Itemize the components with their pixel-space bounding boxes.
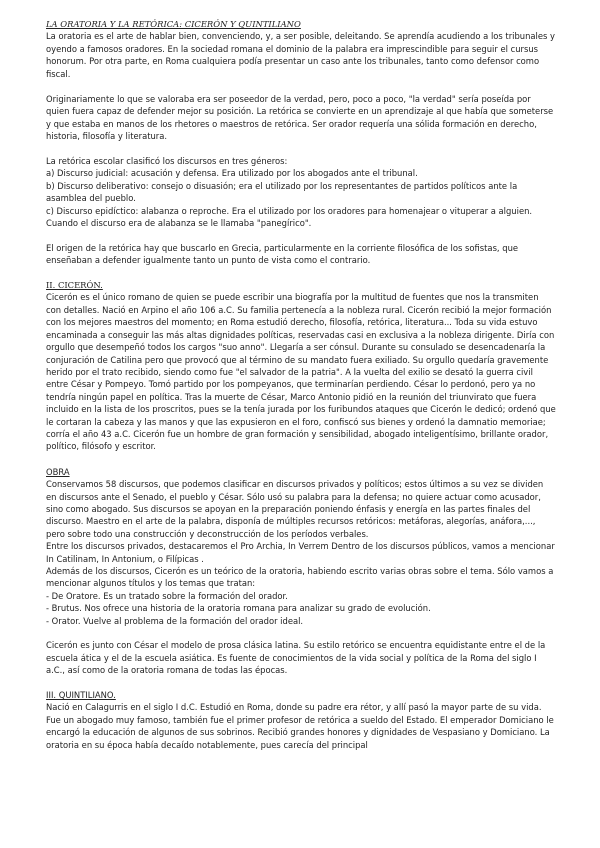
paragraph-greek-origin: El origen de la retórica hay que buscarlo en Grecia, particularmente en la corriente filosófica de los sofistas, que enseñaban a defender igualmente tanto un punto de vista como el contrario. (46, 242, 519, 266)
heading-obra: OBRA (46, 466, 70, 477)
list-item-orator: - Orator. Vuelve al problema de la formación del orador ideal. (46, 615, 304, 626)
genre-epideictic: c) Discurso epidíctico: alabanza o reproche. Era el utilizado por los oradores para homenajear o vituperar a alguien. Cuando el discurso era de alabanza se le llamaba "panegírico". (46, 205, 533, 229)
document-title: LA ORATORIA Y LA RETÓRICA: CICERÓN Y QUINTILIANO (46, 19, 301, 29)
genres-intro: La retórica escolar clasificó los discursos en tres géneros: (46, 156, 288, 167)
heading-cicero: II. CICERÓN. (46, 280, 103, 291)
paragraph-cicero-bio: Cicerón es el único romano de quien se puede escribir una biografía por la multitud de fuentes que nos la transmiten con detalles. Nació en Arpino el año 106 a.C. Su familia pertenecía a la nobleza rural. Cicerón recibió la mejor formación con los mejores maestros del momento; en Roma estudió derecho, filosofía, retórica, literatura... Toda su vida estuvo encaminada a conseguir las más altas dignidades políticas, reservadas casi en exclusiva a la nobleza dirigente. Diría con orgullo que desempeñó todos los cargos "suo anno". Llegaría a ser cónsul. Durante su consulado se desencadenaría la conjuración de Catilina pero que provocó que al término de su mandato fuera exiliado. Su orgullo quedaría gravemente herido por el trato recibido, siendo como fue "el salvador de la patria". A la vuelta del exilio se desató la guerra civil entre César y Pompeyo. Tomó partido por los pompeyanos, que terminarían perdiendo. César lo perdonó, pero ya no tendría ningún papel en política. Tras la muerte de César, Marco Antonio pidió en la reunión del triunvirato que fuera incluido en la lista de los proscritos, pues se la tenía jurada por los furibundos ataques que Cicerón le dedicó; ordenó que le cortaran la cabeza y las manos y que las expusieron en el foro, confiscó sus bienes y ordenó la damnatio memoriae; corría el año 43 a.C. Cicerón fue un hombre de gran formación y sensibilidad, abogado inteligentísimo, brillante orador, político, filósofo y escritor. (46, 292, 556, 452)
document-page (46, 18, 556, 751)
paragraph-definition: La oratoria es el arte de hablar bien, convenciendo, y, a ser posible, deleitando. Se aprendía acudiendo a los tribunales y oyendo a famosos oradores. En la sociedad romana el dominio de la palabra era imprescindible para seguir el cursus honorum. Por otra parte, en Roma cualquiera podía presentar un caso ante los tribunales, tanto como defensor como fiscal. (46, 31, 556, 79)
genre-deliberative: b) Discurso deliberativo: consejo o disuasión; era el utilizado por los representantes de partidos políticos ante la asamblea del pueblo. (46, 180, 518, 204)
list-item-de-oratore: - De Oratore. Es un tratado sobre la formación del orador. (46, 590, 288, 601)
heading-quintilian: III. QUINTILIANO. (46, 690, 116, 701)
list-item-brutus: - Brutus. Nos ofrece una historia de la oratoria romana para analizar su grado de evolución. (46, 603, 431, 614)
paragraph-cicero-closing: Cicerón es junto con César el modelo de prosa clásica latina. Su estilo retórico se encuentra equidistante entre el de la escuela ática y el de la escuela asiática. Es fuente de conocimientos de la vida social y política de la Roma del siglo I a.C., así como de la oratoria romana de todas las épocas. (46, 640, 546, 676)
paragraph-origin-truth: Originariamente lo que se valoraba era ser poseedor de la verdad, pero, poco a poco, "la verdad" sería poseída por quien fuera capaz de defender mejor su posición. La retórica se convierte en un aprendizaje al que había que someterse y que estaba en manos de los rhetores o maestros de retórica. Ser orador requería una sólida formación en derecho, historia, filosofía y literatura. (46, 94, 554, 142)
genre-judicial: a) Discurso judicial: acusación y defensa. Era utilizado por los abogados ante el tribunal. (46, 168, 418, 179)
paragraph-obra-speeches: Conservamos 58 discursos, que podemos clasificar en discursos privados y políticos; estos últimos a su vez se dividen en discursos ante el Senado, el pueblo y César. Sólo usó su palabra para la defensa; no quiere actuar como acusador, sino como abogado. Sus discursos se apoyan en la preparación poniendo énfasis y energía en las partes finales del discurso. Maestro en el arte de la palabra, disponía de múltiples recursos retóricos: metáforas, alegorías, anáfora,..., pero sobre todo una construcción y deconstrucción de los períodos verbales. (46, 479, 544, 539)
paragraph-obra-theory: Además de los discursos, Cicerón es un teórico de la oratoria, habiendo escrito varias obras sobre el tema. Sólo vamos a mencionar algunos títulos y los temas que tratan: (46, 566, 554, 589)
paragraph-quintilian-bio: Nació en Calagurris en el siglo I d.C. Estudió en Roma, donde su padre era rétor, y allí pasó la mayor parte de su vida. Fue un abogado muy famoso, también fue el primer profesor de retórica a sueldo del Estado. El emperador Domiciano le encargó la educación de algunos de sus sobrinos. Recibió grandes honores y dignidades de Vespasiano y Domiciano. La oratoria en su época había decaído notablemente, pues carecía del principal (46, 702, 554, 750)
paragraph-obra-private: Entre los discursos privados, destacaremos el Pro Archia, In Verrem Dentro de los discursos públicos, vamos a mencionar In Catilinam, In Antonium, o Filípicas . (46, 541, 555, 564)
